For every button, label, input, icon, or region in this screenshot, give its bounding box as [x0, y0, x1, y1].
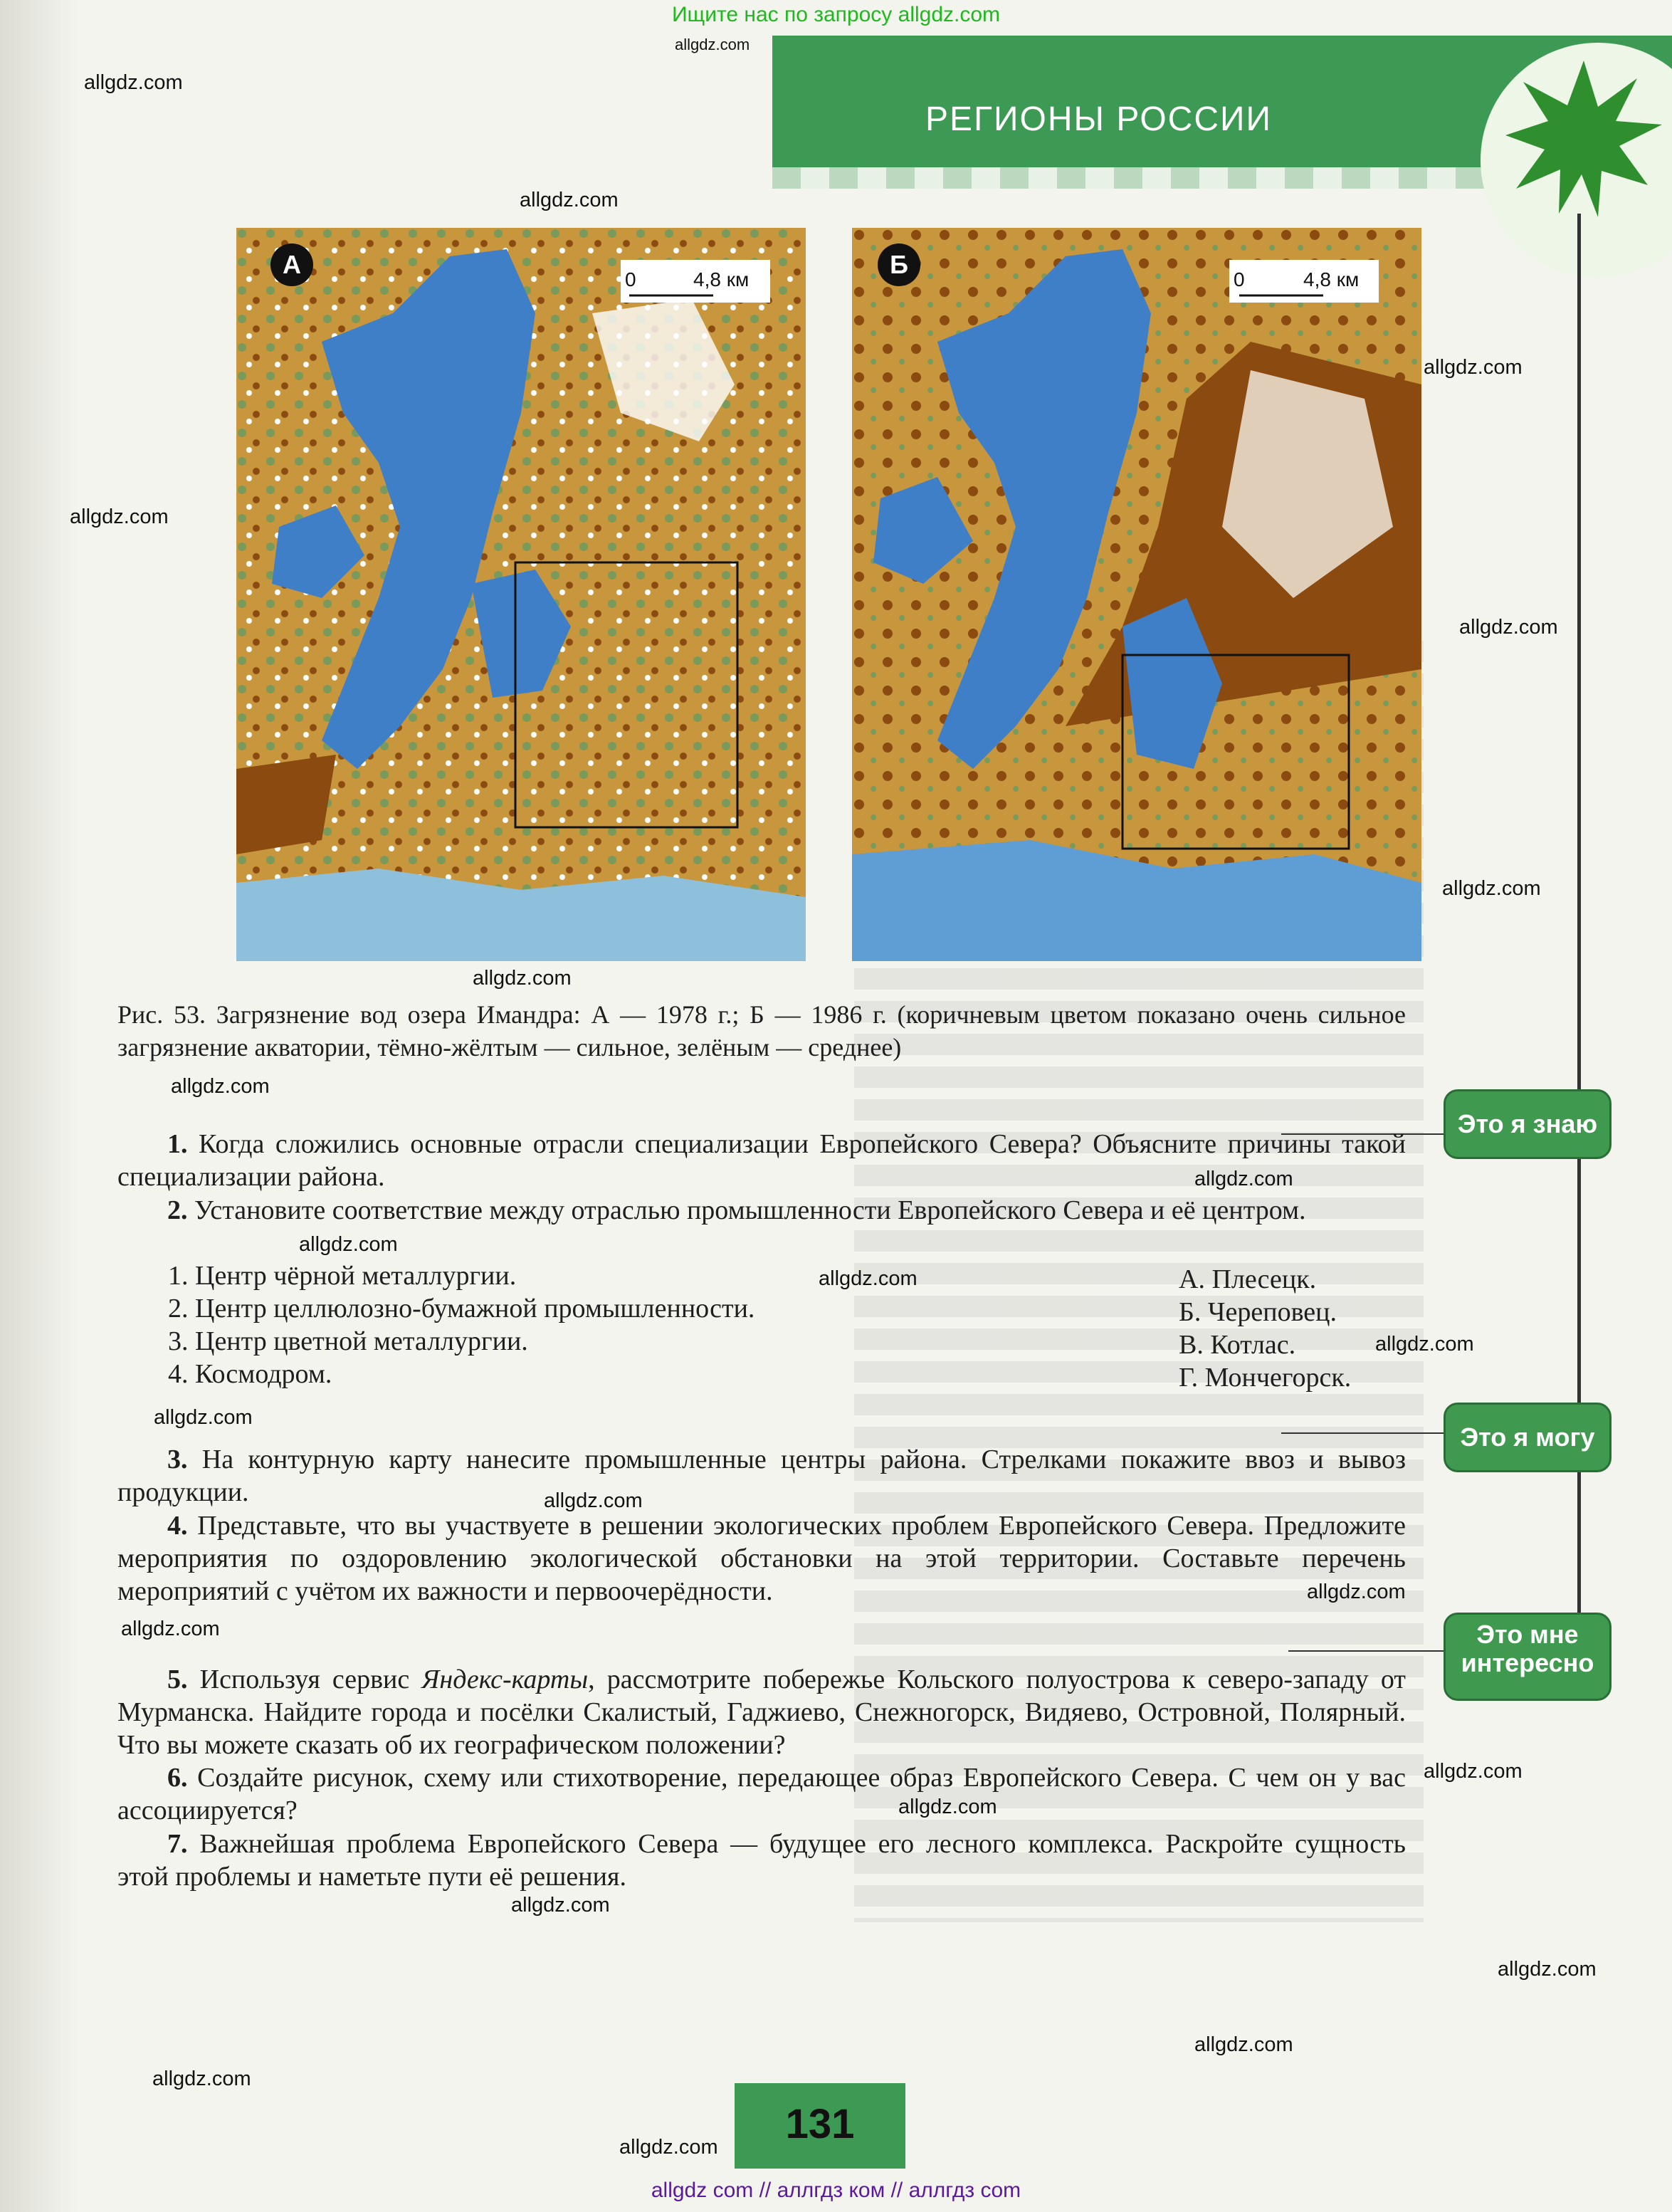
page-gutter	[0, 0, 78, 2212]
match-left-2: 2. Центр целлюлозно-бумажной промышленности.	[168, 1294, 755, 1323]
match-left-3: 3. Центр цветной металлургии.	[168, 1326, 528, 1356]
watermark: allgdz.com	[171, 1075, 270, 1098]
watermark: allgdz.com	[675, 36, 750, 53]
match-right-c: В. Котлас.	[1179, 1330, 1296, 1360]
map-b-scale-label: 4,8 км	[1303, 268, 1360, 290]
watermark: allgdz.com	[1194, 2033, 1293, 2056]
watermark: allgdz.com	[299, 1233, 398, 1256]
watermark: allgdz.com	[70, 505, 169, 528]
watermark: allgdz.com	[1194, 1168, 1293, 1190]
watermark: allgdz.com	[544, 1489, 643, 1512]
match-right-d: Г. Мончегорск.	[1179, 1363, 1352, 1393]
page-number: 131	[785, 2101, 855, 2147]
watermark: allgdz.com	[84, 71, 183, 94]
watermark: allgdz.com	[1424, 1760, 1523, 1783]
watermark: allgdz.com	[520, 189, 619, 211]
watermark: allgdz.com	[1442, 877, 1541, 900]
task-4: 4. Представьте, что вы участвуете в решении экологических проблем Европейского Севера. Предложите мероприятия по оздоровлению экологической обстановки на этой территории. Составьте перечень мероприятий с учётом их важности и первоочерёдности.	[117, 1511, 1406, 1606]
tab-know[interactable]: Это я знаю	[1444, 1089, 1611, 1159]
top-search-link[interactable]: Ищите нас по запросу allgdz.com	[671, 3, 1001, 26]
match-left-4: 4. Космодром.	[168, 1359, 332, 1389]
match-right-a: А. Плесецк.	[1179, 1264, 1317, 1294]
map-b-letter: Б	[890, 250, 908, 279]
task-6: 6. Создайте рисунок, схему или стихотворение, передающее образ Европейского Севера. С чем он у вас ассоциируется?	[117, 1763, 1407, 1825]
watermark: allgdz.com	[511, 1894, 610, 1917]
watermark: allgdz.com	[619, 2136, 718, 2159]
task-3: 3. На контурную карту нанесите промышленные центры района. Стрелками покажите ввоз и вывоз продукции.	[117, 1445, 1406, 1507]
map-a-letter: А	[283, 250, 301, 279]
tab-can[interactable]: Это я могу	[1444, 1403, 1611, 1472]
tab-interesting[interactable]: Это мне интересно	[1444, 1613, 1611, 1701]
bottom-links[interactable]: allgdz com // аллгдз ком // аллгдз com	[651, 2179, 1021, 2202]
map-a-scale-label: 4,8 км	[693, 268, 750, 290]
watermark: allgdz.com	[1375, 1333, 1474, 1356]
match-left-1: 1. Центр чёрной металлургии.	[168, 1261, 517, 1291]
map-a-scale-zero: 0	[625, 268, 636, 290]
watermark: allgdz.com	[898, 1796, 997, 1818]
star-emblem-icon	[1502, 57, 1666, 221]
watermark: allgdz.com	[1424, 356, 1523, 379]
figure-caption: Рис. 53. Загрязнение вод озера Имандра: А — 1978 г.; Б — 1986 г. (коричневым цветом показано очень сильное загрязнение акватории, тёмно-жёлтым — сильное, зелёным — среднее)	[117, 1000, 1406, 1062]
watermark: allgdz.com	[1498, 1958, 1597, 1981]
task-1: 1. Когда сложились основные отрасли специализации Европейского Севера? Объясните причины такой специализации района.	[117, 1129, 1406, 1192]
map-b	[852, 228, 1421, 961]
task-2: 2. Установите соответствие между отраслью промышленности Европейского Севера и её центром.	[167, 1195, 1306, 1225]
page-section-title: РЕГИОНЫ РОССИИ	[925, 100, 1272, 138]
watermark: allgdz.com	[473, 967, 572, 990]
watermark: allgdz.com	[152, 2067, 251, 2090]
map-a	[236, 228, 806, 961]
watermark: allgdz.com	[1459, 616, 1558, 639]
watermark: allgdz.com	[819, 1267, 918, 1290]
watermark: allgdz.com	[1307, 1581, 1406, 1603]
watermark: allgdz.com	[154, 1406, 253, 1429]
watermark: allgdz.com	[121, 1618, 220, 1640]
task-5: 5. Используя сервис Яндекс-карты, рассмотрите побережье Кольского полуострова к северо-западу от Мурманска. Найдите города и посёлки Скалистый, Гаджиево, Снежногорск, Видяево, Островной, Полярный. Что вы можете сказать об их географическом положении?	[117, 1665, 1407, 1760]
map-b-scale-zero: 0	[1234, 268, 1245, 290]
task-7: 7. Важнейшая проблема Европейского Севера — будущее его лесного комплекса. Раскройте сущность этой проблемы и наметьте пути её решения.	[117, 1829, 1407, 1892]
match-right-b: Б. Череповец.	[1179, 1297, 1337, 1327]
